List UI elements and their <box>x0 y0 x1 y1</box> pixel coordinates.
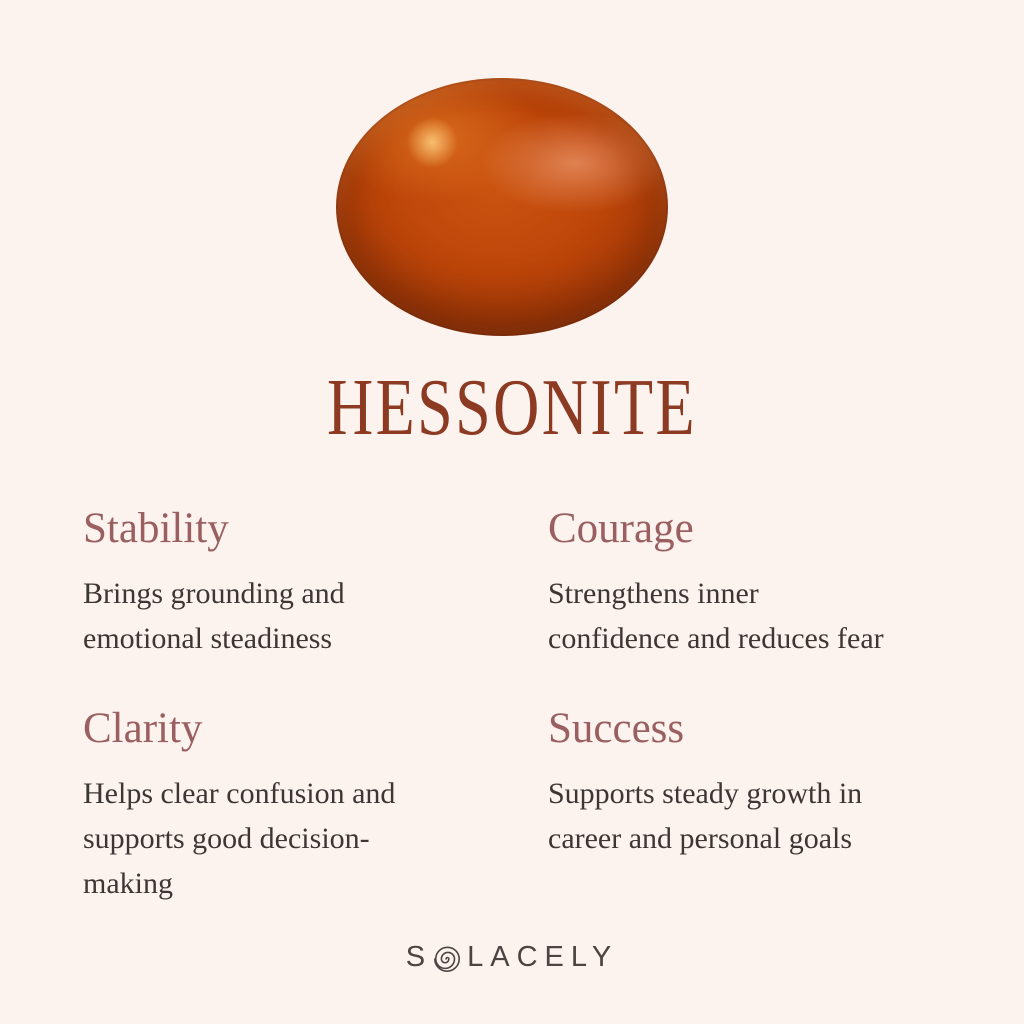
benefit-line: Supports steady growth in <box>548 776 863 810</box>
benefit-section-stability <box>83 503 533 661</box>
benefit-line: Brings grounding and <box>83 576 345 610</box>
benefit-heading: Stability <box>83 505 229 552</box>
benefit-line: making <box>83 866 173 900</box>
benefit-heading: Courage <box>548 505 694 552</box>
benefit-section-success <box>548 703 988 861</box>
benefit-line: Strengthens inner <box>548 576 759 610</box>
brand-logo-prefix: S <box>405 941 433 973</box>
benefit-description <box>548 571 988 661</box>
benefit-line: Helps clear confusion and <box>83 776 396 810</box>
spiral-o-icon <box>432 944 462 974</box>
gemstone-image <box>336 78 668 336</box>
benefit-heading: Clarity <box>83 705 203 752</box>
benefit-heading: Success <box>548 705 685 752</box>
benefit-line: supports good decision- <box>83 821 370 855</box>
benefit-section-clarity <box>83 703 533 906</box>
benefit-description <box>83 771 533 906</box>
benefit-line: emotional steadiness <box>83 621 333 655</box>
brand-logo <box>0 941 1024 974</box>
benefit-description <box>83 571 533 661</box>
benefit-section-courage <box>548 503 988 661</box>
benefit-line: career and personal goals <box>548 821 853 855</box>
gem-title: HESSONITE <box>326 364 698 452</box>
brand-logo-suffix: LACELY <box>467 941 619 973</box>
benefit-description <box>548 771 988 861</box>
benefit-line: confidence and reduces fear <box>548 621 884 655</box>
